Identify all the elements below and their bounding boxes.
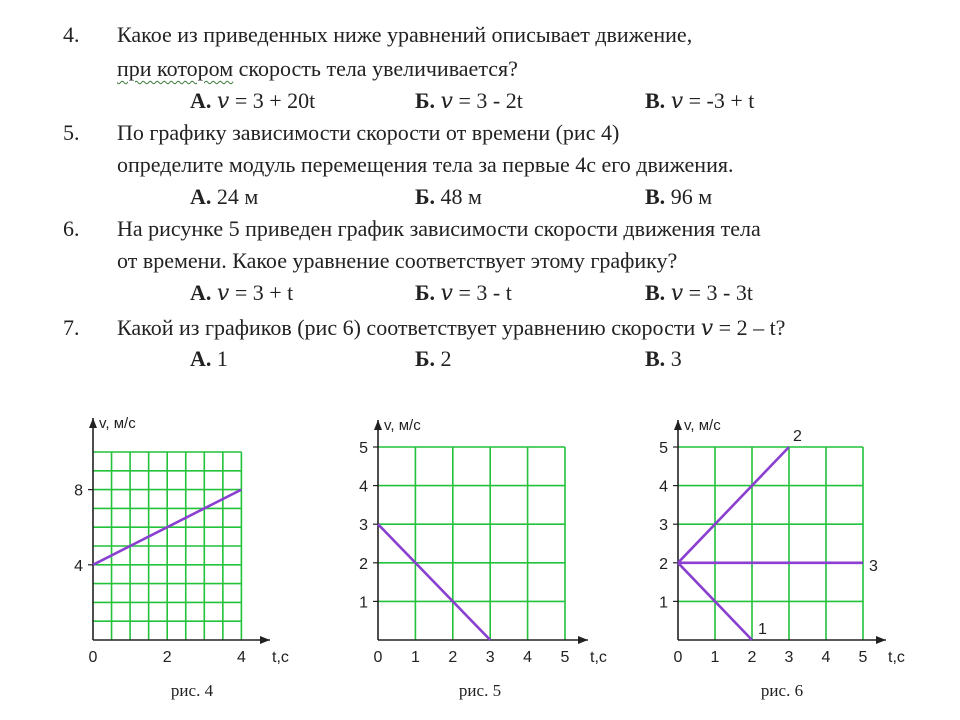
y-axis-label: v, м/с (684, 417, 721, 434)
answer-c: В. 𝑣 = -3 + t (645, 88, 755, 113)
question-number: 5. (63, 120, 80, 145)
series-label: 3 (869, 557, 878, 575)
x-tick-label: 4 (236, 649, 246, 666)
answer-a: А. 𝑣 = 3 + 20t (190, 88, 316, 113)
series-line (678, 447, 789, 563)
series-label: 2 (793, 428, 802, 445)
x-tick-label: 3 (784, 649, 794, 666)
series-line (378, 524, 490, 640)
x-tick-label: 0 (373, 649, 383, 666)
answer-b: Б. 𝑣 = 3 - 2t (415, 88, 523, 113)
figure-caption: рис. 4 (170, 681, 214, 700)
x-axis-label: t,c (272, 649, 289, 666)
y-axis-arrow-icon (674, 420, 682, 430)
y-tick-label: 3 (359, 517, 368, 535)
y-tick-label: 5 (359, 440, 368, 457)
question-text-line2: определите модуль перемещения тела за первые 4с его движения. (117, 152, 734, 177)
question-text-line2: от времени. Какое уравнение соответствует этому графику? (117, 248, 678, 273)
x-tick-label: 2 (747, 649, 757, 666)
answer-c: В. 𝑣 = 3 - 3t (645, 280, 753, 305)
answer-b: Б. 2 (415, 346, 452, 371)
answer-a: А. 24 м (190, 184, 259, 209)
question-text-line1: Какое из приведенных ниже уравнений описывает движение, (117, 22, 693, 47)
question-text-line2-rest: скорость тела увеличивается? (233, 56, 518, 81)
y-axis-arrow-icon (374, 420, 382, 430)
question-text-line1: На рисунке 5 приведен график зависимости скорости движения тела (117, 216, 761, 241)
x-axis-label: t,c (590, 649, 607, 666)
y-tick-label: 8 (74, 482, 83, 500)
y-axis-label: v, м/с (99, 415, 136, 432)
series-label: 1 (758, 621, 767, 638)
x-axis-arrow-icon (260, 636, 270, 644)
y-tick-label: 2 (359, 555, 368, 573)
x-tick-label: 4 (821, 649, 831, 666)
answer-b: Б. 𝑣 = 3 - t (415, 280, 512, 305)
question-text-line1: Какой из графиков (рис 6) соответствует уравнению скорости 𝑣 = 2 – t? (117, 315, 786, 340)
y-axis-label: v, м/с (384, 417, 421, 434)
question-text-line1: По графику зависимости скорости от времени (рис 4) (117, 120, 620, 145)
question-number: 7. (63, 315, 80, 340)
x-tick-label: 5 (560, 649, 570, 666)
y-axis-arrow-icon (89, 418, 97, 428)
x-tick-label: 0 (88, 649, 98, 666)
y-tick-label: 5 (659, 440, 668, 457)
y-tick-label: 4 (659, 478, 668, 496)
figure-caption: рис. 6 (760, 681, 804, 700)
figure-caption: рис. 5 (458, 681, 502, 700)
underlined-phrase: при котором (117, 56, 234, 81)
x-tick-label: 5 (858, 649, 868, 666)
x-tick-label: 1 (710, 649, 720, 666)
x-tick-label: 2 (448, 649, 458, 666)
x-tick-label: 3 (485, 649, 495, 666)
y-tick-label: 1 (659, 594, 668, 612)
x-axis-arrow-icon (876, 636, 886, 644)
answer-c: В. 96 м (645, 184, 713, 209)
y-tick-label: 1 (359, 594, 368, 612)
question-number: 6. (63, 216, 80, 241)
x-axis-arrow-icon (578, 636, 588, 644)
x-tick-label: 1 (410, 649, 420, 666)
y-tick-label: 2 (659, 555, 668, 573)
x-axis-label: t,c (888, 649, 905, 666)
y-tick-label: 3 (659, 517, 668, 535)
x-tick-label: 4 (523, 649, 533, 666)
x-tick-label: 2 (162, 649, 172, 666)
answer-c: В. 3 (645, 346, 682, 371)
answer-a: А. 1 (190, 346, 228, 371)
y-tick-label: 4 (74, 557, 83, 575)
question-text-line2 (117, 56, 518, 82)
answer-a: А. 𝑣 = 3 + t (190, 280, 294, 305)
series-line (93, 490, 241, 565)
answer-b: Б. 48 м (415, 184, 482, 209)
series-line (678, 563, 752, 640)
y-tick-label: 4 (359, 478, 368, 496)
question-number: 4. (63, 22, 80, 47)
x-tick-label: 0 (673, 649, 683, 666)
